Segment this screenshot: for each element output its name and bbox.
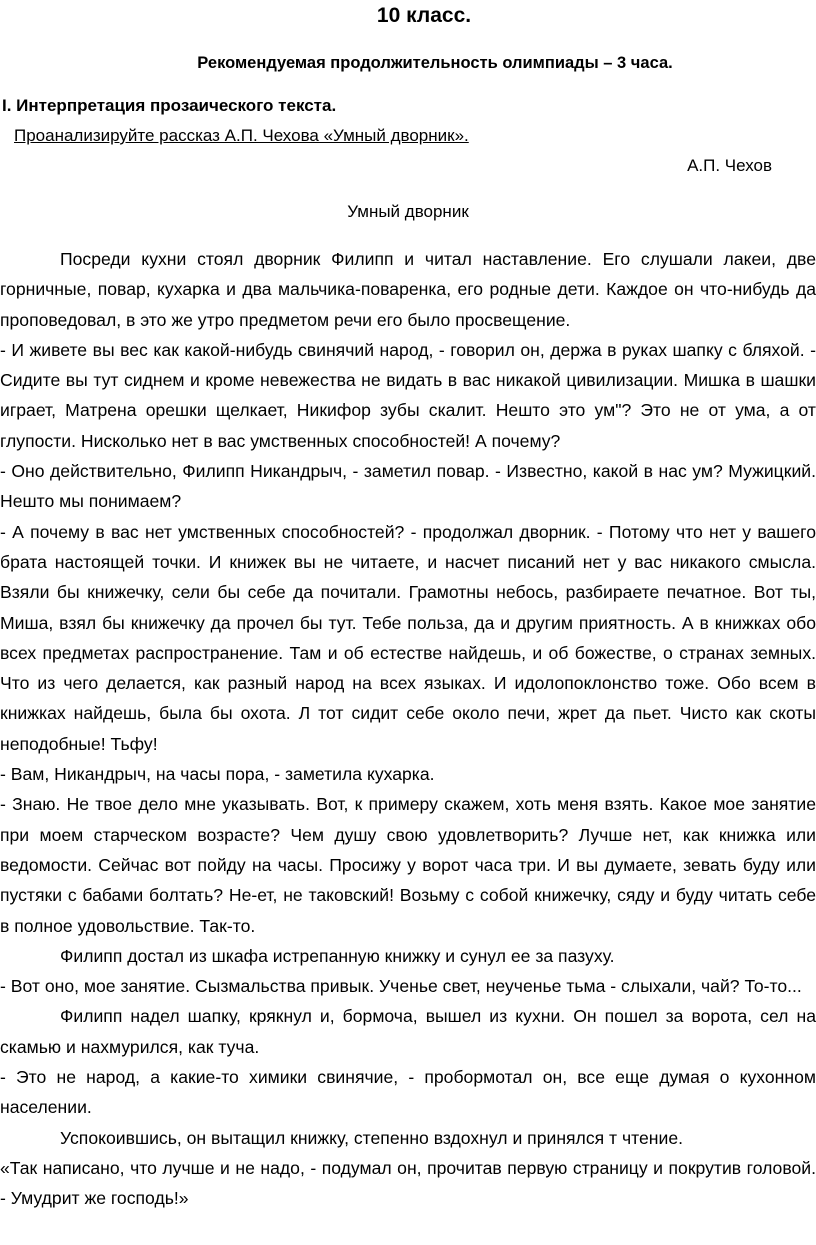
story-paragraph: - И живете вы вес как какой-нибудь свинячий народ, - говорил он, держа в руках шапку с бляхой. - Сидите вы тут сиднем и кроме невежества не видать в вас никакой цивилизации. Мишка в шашки играет, Матрена орешки щелкает, Никифор зубы скалит. Нешто это ум"? Это не от ума, а от глупости. Нисколько нет в вас умственных способностей! А почему? [0,339,816,451]
story-text [0,244,816,1214]
story-paragraph: Посреди кухни стоял дворник Филипп и читал наставление. Его слушали лакеи, две горничные, повар, кухарка и два мальчика-поваренка, его родные дети. Каждое он что-нибудь да проповедовал, в это же утро предметом речи его было просвещение. [0,249,816,330]
story-paragraph: - Это не народ, а какие-то химики свинячие, - пробормотал он, все еще думая о кухонном населении. [0,1067,816,1118]
olympiad-duration: Рекомендуемая продолжительность олимпиады – 3 часа. [197,54,673,72]
section-heading: I. Интерпретация прозаического текста. [2,96,337,115]
story-paragraph: «Так написано, что лучше и не надо, - подумал он, прочитав первую страницу и покрутив головой. - Умудрит же господь!» [0,1157,816,1209]
story-paragraph: - Знаю. Не твое дело мне указывать. Вот, к примеру скажем, хоть меня взять. Какое мое занятие при моем старческом возрасте? Чем душу свою удовлетворить? Лучше нет, как книжка или ведомости. Сейчас вот пойду на часы. Просижу у ворот часа три. И вы думаете, зевать буду или пустяки с бабами болтать? Не-ет, не таковский! Возьму с собой книжечку, сяду и буду читать себе в полное удовольствие. Так-то. [0,794,816,936]
task-instruction: Проанализируйте рассказ А.П. Чехова «Умный дворник». [14,126,469,145]
story-paragraph: - Оно действительно, Филипп Никандрыч, - заметил повар. - Известно, какой в нас ум? Мужицкий. Нешто мы понимаем? [0,461,816,512]
story-paragraph: - Вам, Никандрыч, на часы пора, - заметила кухарка. [0,764,435,785]
story-paragraph: - Вот оно, мое занятие. Сызмальства привык. Ученье свет, неученье тьма - слыхали, чай? То-то... [0,976,802,997]
story-paragraph: Филипп достал из шкафа истрепанную книжку и сунул ее за пазуху. [60,945,615,966]
story-author: А.П. Чехов [687,156,772,175]
story-paragraph: Филипп надел шапку, крякнул и, бормоча, вышел из кухни. Он пошел за ворота, сел на скамью и нахмурился, как туча. [0,1006,816,1057]
story-paragraph: Успокоившись, он вытащил книжку, степенно вздохнул и принялся т чтение. [60,1127,684,1148]
grade-heading: 10 класс. [376,4,472,27]
story-paragraph: - А почему в вас нет умственных способностей? - продолжал дворник. - Потому что нет у вашего брата настоящей точки. И книжек вы не читаете, и насчет писаний нет у вас никакого смысла. Взяли бы книжечку, сели бы себе да почитали. Грамотны небось, разбираете печатное. Вот ты, Миша, взял бы книжечку да прочел бы тут. Тебе польза, да и другим приятность. А в книжках обо всех предметах распространение. Там и об естестве найдешь, и об божестве, о странах земных. Что из чего делается, как разный народ на всех языках. И идолопоклонство тоже. Обо всем в книжках найдешь, была бы охота. Л тот сидит себе около печи, жрет да пьет. Чисто как скоты неподобные! Тьфу! [0,521,816,754]
story-title: Умный дворник [347,202,469,221]
